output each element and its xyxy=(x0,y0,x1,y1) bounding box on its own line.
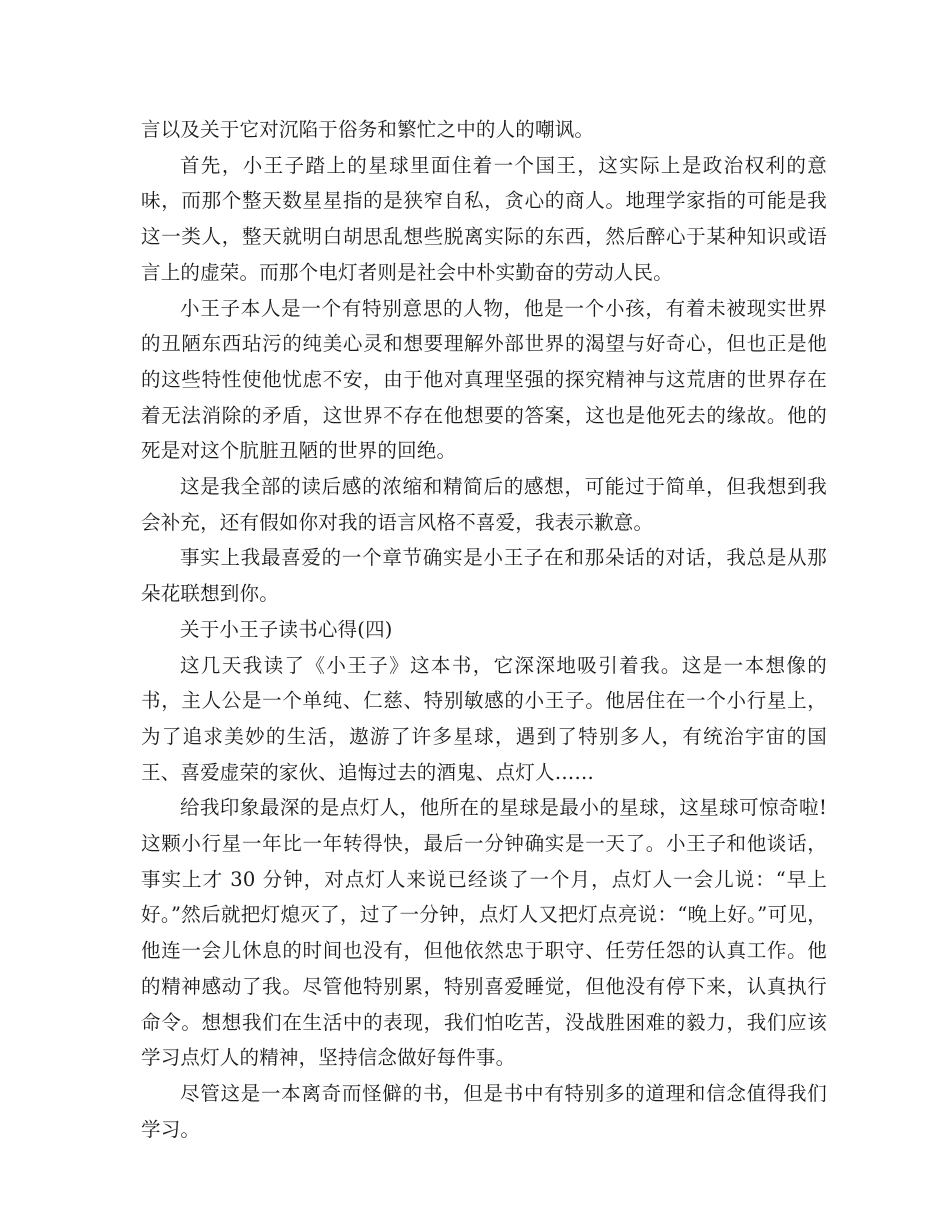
paragraph-little-prince-character: 小王子本人是一个有特别意思的人物，他是一个小孩，有着未被现实世界的丑陋东西玷污的纯美心灵和想要理解外部世界的渴望与好奇心，但也正是他的这些特性使他忧虑不安，由于他对真理坚强的探究精神与这荒唐的世界存在着无法消除的矛盾，这世界不存在他想要的答案，这也是他死去的缘故。他的死是对这个肮脏丑陋的世界的回绝。 xyxy=(141,296,827,463)
document-body xyxy=(141,112,827,1147)
section-heading: 关于小王子读书心得(四) xyxy=(180,617,393,641)
paragraph-lamplighter: 给我印象最深的是点灯人，他所在的星球是最小的星球，这星球可惊奇啦!这颗小行星一年比一年转得快，最后一分钟确实是一天了。小王子和他谈话，事实上才 30 分钟，对点灯人来说已经谈了一个月，点灯人一会儿说：“早上好。”然后就把灯熄灭了，过了一分钟，点灯人又把灯点亮说：“晚上好。”可见，他连一会儿休息的时间也没有，但他依然忠于职守、任劳任怨的认真工作。他的精神感动了我。尽管他特别累，特别喜爱睡觉，但他没有停下来，认真执行命令。想想我们在生活中的表现，我们怕吃苦，没战胜困难的毅力，我们应该学习点灯人的精神，坚持信念做好每件事。 xyxy=(141,796,827,1070)
paragraph-favorite-chapter: 事实上我最喜爱的一个章节确实是小王子在和那朵话的对话，我总是从那朵花联想到你。 xyxy=(141,546,827,606)
paragraph-summary-note: 这是我全部的读后感的浓缩和精简后的感想，可能过于简单，但我想到我会补充，还有假如你对我的语言风格不喜爱，我表示歉意。 xyxy=(141,475,827,534)
paragraph-book-intro: 这几天我读了《小王子》这本书，它深深地吸引着我。这是一本想像的书，主人公是一个单纯、仁慈、特别敏感的小王子。他居住在一个小行星上，为了追求美妙的生活，遨游了许多星球，遇到了特别多人，有统治宇宙的国王、喜爱虚荣的家伙、追悔过去的酒鬼、点灯人…… xyxy=(141,653,827,784)
paragraph-continuation: 言以及关于它对沉陷于俗务和繁忙之中的人的嘲讽。 xyxy=(141,118,595,141)
paragraph-conclusion: 尽管这是一本离奇而怪僻的书，但是书中有特别多的道理和信念值得我们学习。 xyxy=(141,1081,827,1141)
paragraph-king-and-merchant: 首先，小王子踏上的星球里面住着一个国王，这实际上是政治权利的意味，而那个整天数星星指的是狭窄自私，贪心的商人。地理学家指的可能是我这一类人，整天就明白胡思乱想些脱离实际的东西，然后醉心于某种知识或语言上的虚荣。而那个电灯者则是社会中朴实勤奋的劳动人民。 xyxy=(141,153,827,284)
